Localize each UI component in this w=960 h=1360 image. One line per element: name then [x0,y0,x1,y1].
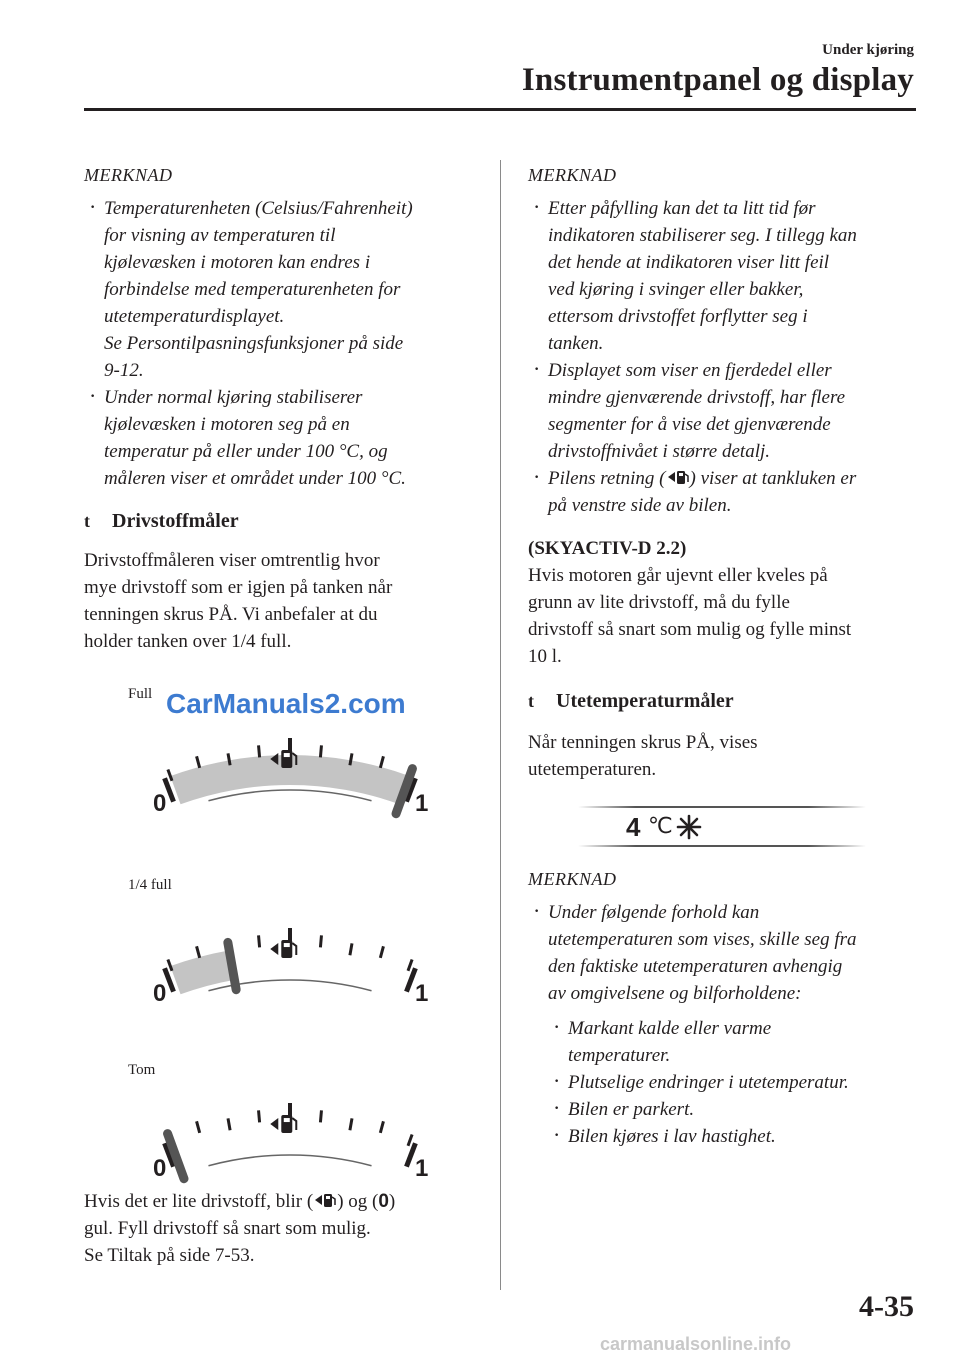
fuel-pump-arrow-icon [270,1115,296,1133]
skyactiv-heading: (SKYACTIV-D 2.2) [528,538,687,559]
text-line: · Markant kalde eller varme [568,1018,772,1039]
chapter-label: Under kjøring [822,42,914,58]
sub-bullet: · Plutselige endringer i utetemperatur. [548,1069,923,1096]
text-fragment: ) viser at tankluken er [689,468,857,489]
text-line: ettersom drivstoffet forflytter seg i [548,306,808,327]
gauge-fill-band [170,950,234,994]
text-line: måleren viser et området under 100 °C. [104,468,406,489]
text-line: indikatoren stabiliserer seg. I tillegg kan [548,225,857,246]
text-fragment: Pilens retning ( [548,468,666,489]
text-line: Hvis motoren går ujevnt eller kveles på [528,565,828,586]
gauge-tick [350,753,352,765]
gauge-tick [320,745,321,757]
gauge-label-empty: Tom [128,1062,156,1078]
section-title: Drivstoffmåler [112,510,239,532]
fuel-pump-window [284,943,290,947]
gauge-empty-label: 0 [153,979,167,1007]
text-line: · Under følgende forhold kan [548,902,760,923]
note-heading: MERKNAD [84,165,173,185]
text-line: · Etter påfylling kan det ta litt tid før [548,198,816,219]
gauge-label-full: Full [128,686,153,702]
gauge-tick [168,960,172,971]
fuel-pump-window [284,753,290,757]
text-line: temperaturer. [568,1045,671,1066]
fuel-pump-arrow-icon [313,1190,337,1210]
gauge-tick [197,946,200,958]
note-bullet [528,357,923,465]
text-line: ved kjøring i svinger eller bakker, [548,279,804,300]
text-line: drivstoff så snart som mulig og fylle minst [528,619,852,640]
fuel-pump-body [281,940,292,958]
text-line: utetemperaturen. [528,759,657,780]
zero-mark-icon: 0 [378,1191,389,1212]
header-rule [84,108,916,111]
gauge-tick [168,770,172,781]
note3 [528,866,923,1150]
fuel-gauge-empty [140,1090,440,1190]
section-marker: t [84,511,90,531]
fuel-pump-body [281,750,292,768]
gauge-tick [408,1135,412,1146]
gauge-empty-label: 0 [153,789,167,817]
section-heading-fuel [84,508,484,535]
text-line: grunn av lite drivstoff, må du fylle [528,592,790,613]
gauge-tick [320,935,321,947]
text-line [84,1188,494,1215]
watermark-logo: CarManuals2.com [166,688,406,719]
fuel-arrow [270,1118,278,1130]
note-bullet [528,195,923,357]
text-line: gul. Fyll drivstoff så snart som mulig. [84,1218,371,1239]
sub-bullet: · Bilen er parkert. [548,1096,923,1123]
sub-bullets [528,1015,923,1150]
gauge-needle [228,942,236,989]
celsius-unit: ℃ [648,814,673,839]
gauge-empty-label: 0 [153,1154,167,1182]
cross-reference: Se Tiltak på side 7-53. [84,1245,255,1266]
text-line: temperatur på eller under 100 °C, og [104,441,388,462]
text-line: 10 l. [528,646,562,667]
text-line: kjølevæsken i motoren seg på en [104,414,350,435]
gauge-tick [408,960,412,971]
section-heading-outside-temp [528,688,923,715]
text-line: forbindelse med temperaturenheten for [104,279,401,300]
text-line: det hende at indikatoren viser litt feil [548,252,830,273]
gauge-tick [320,1110,321,1122]
sub-bullet: · Bilen kjøres i lav hastighet. [548,1123,923,1150]
outside-temp-display [578,806,866,848]
text-line: segmenter for å vise det gjenværende [548,414,831,435]
fuel-gauge-quarter [140,915,440,1045]
text-line: mye drivstoff som er igjen på tanken når [84,577,393,598]
note-bullet [84,195,484,384]
outside-temp-value: 4 [626,812,641,842]
gauge-tick [380,1121,383,1133]
text-fragment: Hvis det er lite drivstoff, blir ( [84,1191,314,1212]
text-line: mindre gjenværende drivstoff, har flere [548,387,846,408]
gauge-tick [380,756,383,768]
text-line: på venstre side av bilen. [548,495,732,516]
skyactiv-body [528,562,923,670]
display-bottom-rule [578,845,866,847]
gauge-tick [228,1118,230,1130]
fuel-pump-window [284,1118,290,1122]
fuel-pump-body [281,1115,292,1133]
note-bullet [528,899,923,1007]
note-heading: MERKNAD [528,869,617,889]
fuel-pump-hose [292,1118,296,1130]
text-line: utetemperaturdisplayet. [104,306,285,327]
text-line: tenningen skrus PÅ. Vi anbefaler at du [84,604,378,625]
gauge-full-label: 1 [414,1154,429,1182]
fuel-arrow [270,943,278,955]
gauge-tick [350,1118,352,1130]
section-title: Utetemperaturmåler [556,690,734,712]
text-line: den faktiske utetemperaturen avhengig [548,956,843,977]
text-line: av omgivelsene og bilforholdene: [548,983,802,1004]
outside-temp-body [528,729,923,783]
gauge-tick [259,935,260,947]
section-marker: t [528,691,534,711]
column-divider [500,160,501,1290]
note-bullet [84,384,484,492]
fuel-pump-hose [292,943,296,955]
text-line: · Displayet som viser en fjerdedel eller [548,360,832,381]
fuel-gauge-full [140,725,440,855]
page-number: 4-35 [859,1290,914,1323]
cross-reference: Se Persontilpasningsfunksjoner på side [104,333,404,354]
gauge-tick [259,1110,260,1122]
right-column [528,162,923,783]
low-fuel-text [84,1188,494,1269]
text-line: · Temperaturenheten (Celsius/Fahrenheit) [104,198,413,219]
gauge-tick [197,1121,200,1133]
fuel-pump-arrow-icon [666,467,690,487]
gauge-tick [350,943,352,955]
text-line: drivstoffnivået i større detalj. [548,441,770,462]
text-fragment: ) [388,1191,396,1212]
gauge-tick [197,756,200,768]
fuel-body [84,547,484,655]
text-fragment: ) og ( [337,1191,379,1212]
text-line [548,465,923,492]
text-line: · Under normal kjøring stabiliserer [104,387,363,408]
footer-watermark: carmanualsonline.info [600,1334,792,1354]
text-line: Drivstoffmåleren viser omtrentlig hvor [84,550,380,571]
gauge-label-quarter: 1/4 full [128,877,172,893]
note-bullet [528,465,923,519]
text-line: for visning av temperaturen til [104,225,336,246]
gauge-full-label: 1 [414,979,429,1007]
gauge-arc [208,1155,371,1166]
gauge-tick [228,753,230,765]
left-column [84,162,484,655]
page-title: Instrumentpanel og display [521,62,914,98]
text-line: holder tanken over 1/4 full. [84,631,292,652]
text-line: kjølevæsken i motoren kan endres i [104,252,371,273]
fuel-pump-arrow-icon [270,940,296,958]
text-line: tanken. [548,333,604,354]
gauge-full-label: 1 [414,789,429,817]
snowflake-icon [676,814,702,840]
sub-bullet [548,1015,923,1069]
note-heading: MERKNAD [528,165,617,185]
text-line: Når tenningen skrus PÅ, vises [528,732,758,753]
gauge-arc [208,790,371,801]
gauge-tick [259,745,260,757]
text-line: utetemperaturen som vises, skille seg fra [548,929,857,950]
cross-reference: 9-12. [104,360,144,381]
display-top-rule [578,806,866,808]
gauge-tick [380,946,383,958]
